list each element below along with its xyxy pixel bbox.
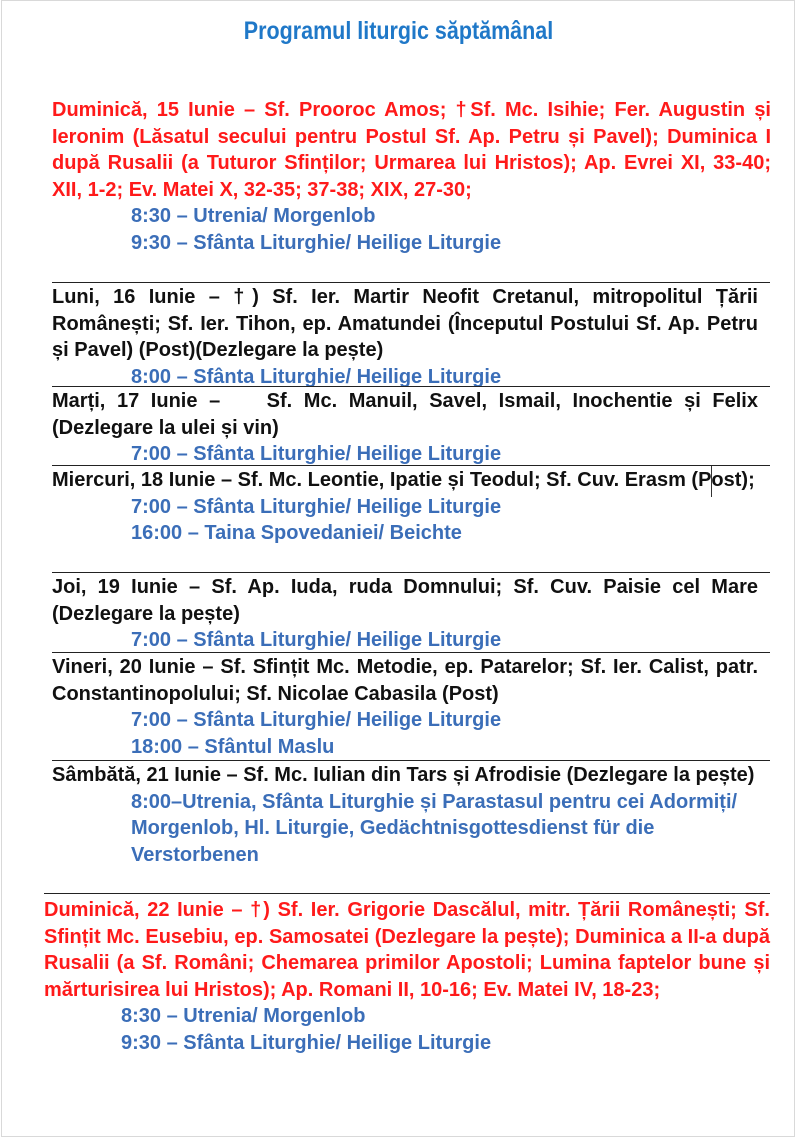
service-line: 18:00 – Sfântul Maslu — [131, 735, 335, 758]
service-line: 8:00 – Sfânta Liturghie/ Heilige Liturgie — [131, 365, 502, 388]
section-divider — [52, 465, 770, 466]
day-block-sunday-15 — [52, 97, 771, 256]
day-block-friday-20 — [52, 654, 758, 760]
day-block-saturday-21 — [52, 762, 758, 868]
service-line: 8:30 – Utrenia/ Morgenlob — [131, 205, 376, 227]
day-block-monday-16 — [52, 284, 758, 390]
text-cursor — [711, 466, 712, 497]
section-divider — [52, 652, 770, 653]
section-divider — [52, 386, 770, 387]
section-divider — [44, 893, 770, 894]
service-line: 7:00 – Sfânta Liturghie/ Heilige Liturgie — [131, 629, 502, 651]
service-line: 16:00 – Taina Spovedaniei/ Beichte — [131, 522, 462, 544]
day-description: Joi, 19 Iunie – Sf. Ap. Iuda, ruda Domnului; Sf. Cuv. Paisie cel Mare (Dezlegare la pește) — [52, 576, 758, 625]
day-description: Duminică, 22 Iunie – †) Sf. Ier. Grigorie Dascălul, mitr. Țării Românești; Sf. Sfințit Mc. Eusebiu, ep. Samosatei (Dezlegare la pește); Duminica a II-a după Rusalii (a Sf. Români; Chemarea primilor Apostoli; Lumina faptelor bune și mărturisirea lui Hristos); Ap. Romani II, 10-16; Ev. Matei IV, 18-23; — [44, 899, 770, 1001]
service-line: 9:30 – Sfânta Liturghie/ Heilige Liturgie — [121, 1031, 492, 1054]
day-block-wednesday-18 — [52, 467, 758, 547]
service-line: 9:30 – Sfânta Liturghie/ Heilige Liturgie — [131, 231, 502, 254]
section-divider — [52, 760, 770, 761]
section-divider — [52, 572, 770, 573]
day-description: Marți, 17 Iunie – Sf. Mc. Manuil, Savel, Ismail, Inochentie și Felix (Dezlegare la ulei și vin) — [52, 390, 764, 439]
day-description: Miercuri, 18 Iunie – Sf. Mc. Leontie, Ipatie și Teodul; Sf. Cuv. Erasm (Post); — [52, 469, 755, 491]
section-divider — [52, 282, 770, 283]
service-line: 7:00 – Sfânta Liturghie/ Heilige Liturgie — [131, 443, 502, 465]
day-block-thursday-19 — [52, 574, 758, 654]
service-line: 7:00 – Sfânta Liturghie/ Heilige Liturgie — [131, 495, 502, 518]
day-block-sunday-22 — [44, 897, 770, 1056]
day-block-tuesday-17 — [52, 388, 764, 468]
day-description: Luni, 16 Iunie – †) Sf. Ier. Martir Neofit Cretanul, mitropolitul Țării Românești; Sf. Ier. Tihon, ep. Amatundei (Începutul Postului Sf. Ap. Petru și Pavel) (Post)(Dezlegare la pește) — [52, 286, 758, 361]
day-description: Sâmbătă, 21 Iunie – Sf. Mc. Iulian din Tars și Afrodisie (Dezlegare la pește) — [52, 764, 755, 786]
service-line: 7:00 – Sfânta Liturghie/ Heilige Liturgie — [131, 709, 502, 731]
day-description: Vineri, 20 Iunie – Sf. Sfințit Mc. Metodie, ep. Patarelor; Sf. Ier. Calist, patr. Constantinopolului; Sf. Nicolae Cabasila (Post) — [52, 656, 758, 705]
service-line: 8:00–Utrenia, Sfânta Liturghie și Parastasul pentru cei Adormiți/ Morgenlob, Hl. Liturgie, Gedächtnisgottesdienst für die Verstorbenen — [131, 790, 738, 866]
day-description: Duminică, 15 Iunie – Sf. Prooroc Amos; †Sf. Mc. Isihie; Fer. Augustin și Ieronim (Lăsatul secului pentru Postul Sf. Ap. Petru și Pavel); Duminica I după Rusalii (a Tuturor Sfinților; Urmarea lui Hristos); Ap. Evrei XI, 33-40; XII, 1-2; Ev. Matei X, 32-35; 37-38; XIX, 27-30; — [52, 99, 771, 201]
page-title: Programul liturgic săptămânal — [243, 17, 554, 45]
service-line: 8:30 – Utrenia/ Morgenlob — [121, 1005, 366, 1027]
